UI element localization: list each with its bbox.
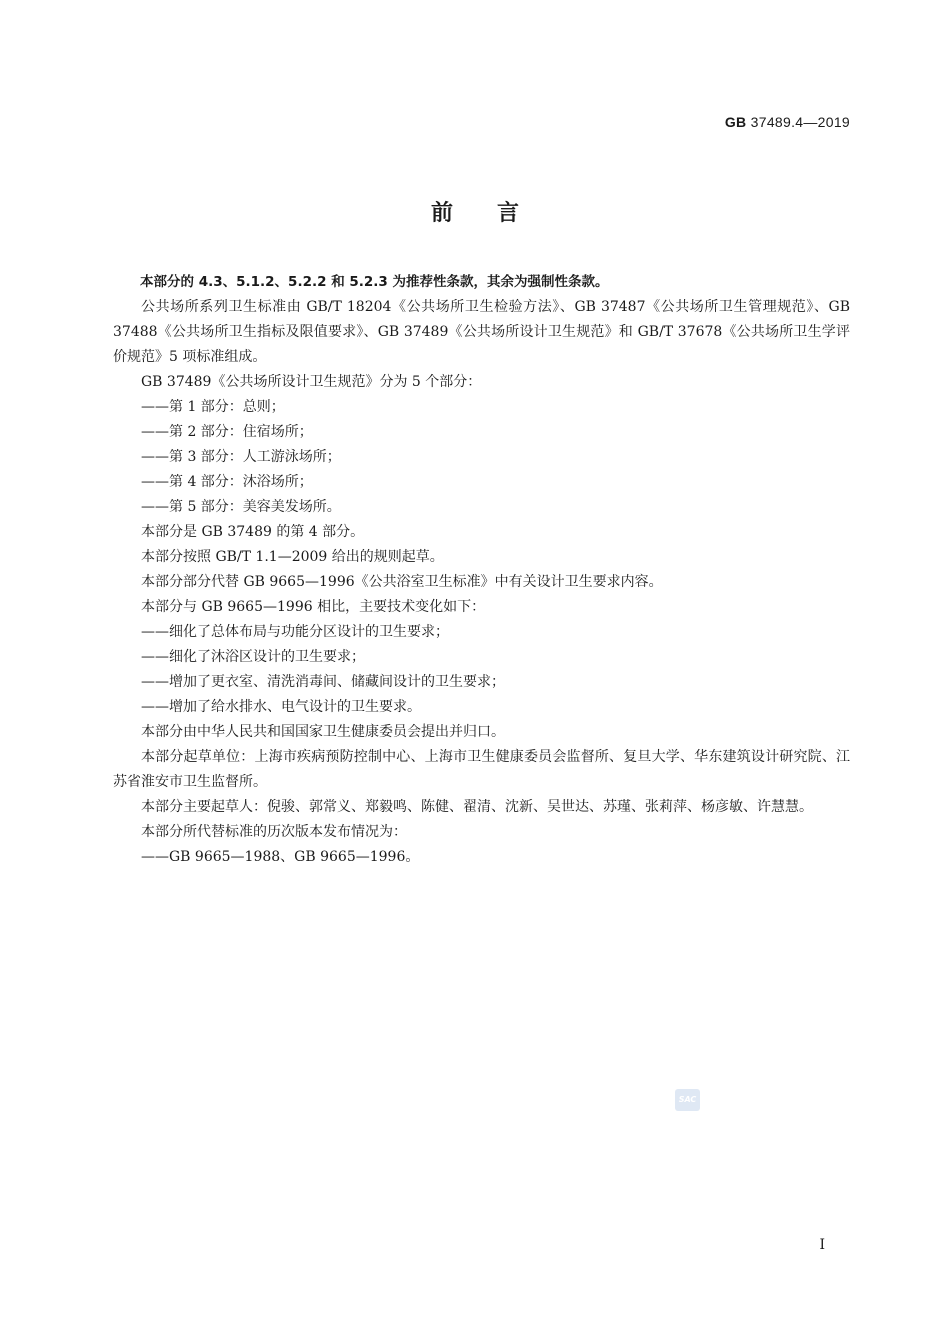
paragraph-history-intro: 本部分所代替标准的历次版本发布情况为： (141, 824, 407, 840)
list-item-part: ——第 4 部分：沐浴场所； (141, 474, 313, 490)
list-item-part: ——第 2 部分：住宿场所； (141, 424, 313, 440)
paragraph-recommended-clauses: 本部分的 4.3、5.1.2、5.2.2 和 5.2.3 为推荐性条款，其余为强制性条款。 (140, 274, 609, 290)
list-item-change: ——增加了更衣室、清洗消毒间、储藏间设计的卫生要求； (141, 674, 505, 690)
list-item-history: ——GB 9665—1988、GB 9665—1996。 (141, 849, 420, 865)
standard-code-prefix: GB (724, 114, 747, 130)
list-item-change: ——细化了沐浴区设计的卫生要求； (141, 649, 365, 665)
paragraph-drafters: 本部分主要起草人：倪骏、郭常义、郑毅鸣、陈健、翟清、沈新、吴世达、苏瑾、张莉萍、杨彦敏、许慧慧。 (141, 799, 813, 815)
standard-code-number: 37489.4—2019 (750, 114, 850, 130)
paragraph-parts-intro: GB 37489《公共场所设计卫生规范》分为 5 个部分： (141, 374, 482, 390)
paragraph-changes-intro: 本部分与 GB 9665—1996 相比，主要技术变化如下： (141, 599, 486, 615)
sac-watermark-logo: SAC (675, 1089, 700, 1111)
foreword-body (113, 270, 850, 870)
paragraph-proposer: 本部分由中华人民共和国国家卫生健康委员会提出并归口。 (141, 724, 505, 740)
paragraph-drafting-units: 本部分起草单位：上海市疾病预防控制中心、上海市卫生健康委员会监督所、复旦大学、华东建筑设计研究院、江苏省淮安市卫生监督所。 (113, 749, 850, 790)
list-item-part: ——第 1 部分：总则； (141, 399, 285, 415)
list-item-part: ——第 5 部分：美容美发场所。 (141, 499, 341, 515)
paragraph-replaces: 本部分部分代替 GB 9665—1996《公共浴室卫生标准》中有关设计卫生要求内容。 (141, 574, 663, 590)
list-item-change: ——增加了给水排水、电气设计的卫生要求。 (141, 699, 421, 715)
paragraph-part-number: 本部分是 GB 37489 的第 4 部分。 (141, 524, 365, 540)
list-item-part: ——第 3 部分：人工游泳场所； (141, 449, 341, 465)
list-item-change: ——细化了总体布局与功能分区设计的卫生要求； (141, 624, 449, 640)
page-title: 前 言 (430, 201, 519, 226)
paragraph-drafting-rules: 本部分按照 GB/T 1.1—2009 给出的规则起草。 (141, 549, 444, 565)
paragraph-series-standards: 公共场所系列卫生标准由 GB/T 18204《公共场所卫生检验方法》、GB 37487《公共场所卫生管理规范》、GB 37488《公共场所卫生指标及限值要求》、GB 37489《公共场所设计卫生规范》和 GB/T 37678《公共场所卫生学评价规范》5 项标准组成。 (113, 299, 850, 365)
page-number: I (819, 1237, 825, 1253)
standard-code (725, 114, 850, 130)
